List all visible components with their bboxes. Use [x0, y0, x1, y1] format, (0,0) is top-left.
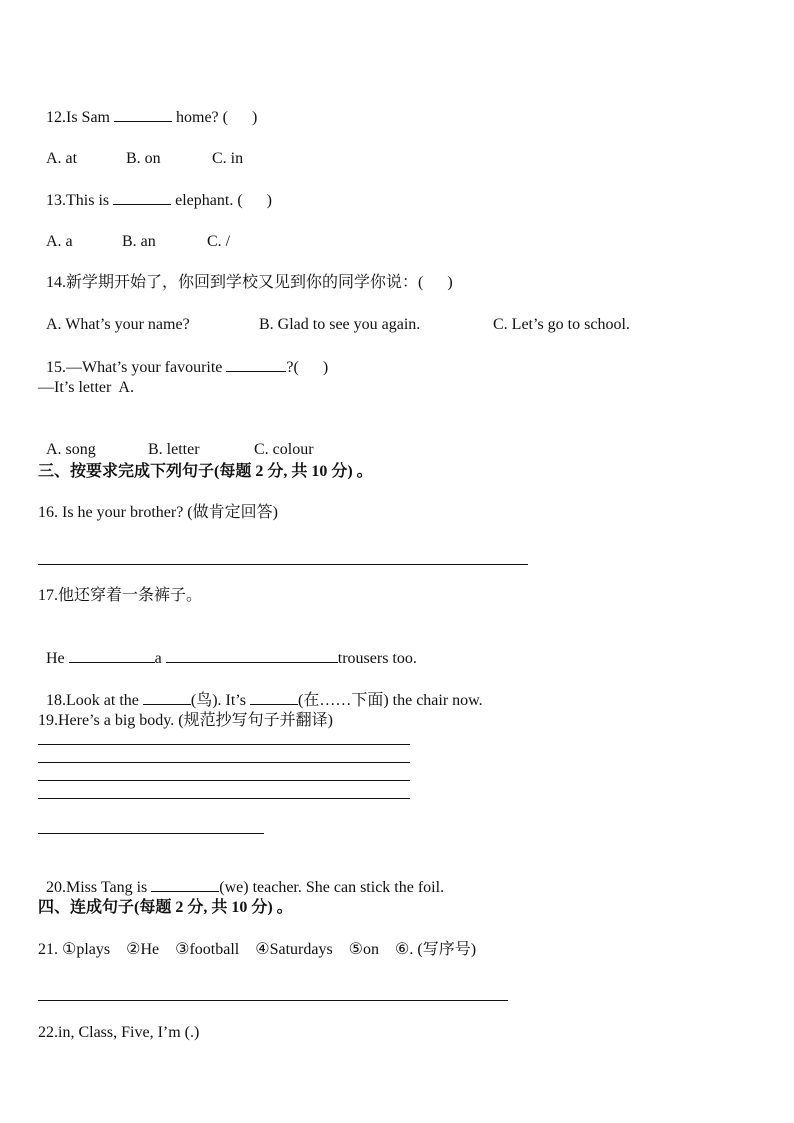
option-a[interactable]: A. at [46, 150, 78, 167]
answer-blank[interactable] [226, 357, 286, 372]
question-15 [38, 337, 328, 378]
question-14 [38, 253, 453, 293]
question-18-part-b: (鸟). It’s [190, 692, 250, 709]
question-18 [38, 670, 483, 711]
option-b[interactable]: B. on [126, 150, 161, 167]
question-12-stem-b: home? ( ) [172, 109, 258, 126]
question-15-stem-a: 15.—What’s your favourite [46, 359, 227, 376]
copy-line[interactable] [38, 798, 410, 799]
question-17-sentence [38, 628, 417, 669]
answer-blank[interactable] [166, 648, 338, 663]
option-b[interactable]: B. an [122, 233, 156, 250]
question-15-options [38, 420, 314, 460]
copy-line[interactable] [38, 762, 410, 763]
answer-blank[interactable] [69, 648, 155, 663]
question-20-part-b: (we) teacher. She can stick the foil. [219, 879, 445, 896]
question-16: 16. Is he your brother? (做肯定回答) [38, 504, 278, 521]
copy-line[interactable] [38, 780, 410, 781]
option-c[interactable]: C. in [212, 150, 244, 167]
sentence-word-a: a [154, 650, 166, 667]
option-a[interactable]: A. What’s your name? [46, 316, 190, 333]
question-12-options [38, 129, 243, 169]
copy-line[interactable] [38, 744, 410, 745]
question-13 [38, 170, 272, 211]
option-a[interactable]: A. song [46, 441, 96, 458]
question-12-stem-a: 12.Is Sam [46, 109, 114, 126]
sentence-word-trousers: trousers too. [337, 650, 417, 667]
question-20-part-a: 20.Miss Tang is [46, 879, 152, 896]
answer-blank[interactable] [250, 690, 298, 705]
section-4-heading: 四、连成句子(每题 2 分, 共 10 分) 。 [38, 899, 293, 916]
question-12 [38, 87, 257, 128]
question-14-options [38, 295, 630, 335]
answer-blank[interactable] [113, 190, 171, 205]
question-17: 17.他还穿着一条裤子。 [38, 587, 203, 604]
question-15-stem-b: ?( ) [286, 359, 329, 376]
section-3-heading: 三、按要求完成下列句子(每题 2 分, 共 10 分) 。 [38, 463, 373, 480]
question-21: 21. ①plays ②He ③football ④Saturdays ⑤on ⑥. (写序号) [38, 941, 477, 958]
option-c[interactable]: C. colour [254, 441, 314, 458]
question-20 [38, 857, 444, 898]
question-13-options [38, 212, 230, 252]
option-c[interactable]: C. Let’s go to school. [493, 316, 630, 333]
question-19: 19.Here’s a big body. (规范抄写句子并翻译) [38, 712, 333, 729]
option-a[interactable]: A. a [46, 233, 73, 250]
option-b[interactable]: B. letter [148, 441, 200, 458]
answer-line[interactable] [38, 1000, 508, 1001]
question-14-stem: 14.新学期开始了，你回到学校又见到你的同学你说：( ) [46, 274, 453, 291]
question-13-stem-a: 13.This is [46, 192, 114, 209]
translation-line[interactable] [38, 833, 264, 834]
question-13-stem-b: elephant. ( ) [171, 192, 272, 209]
question-18-part-c: (在……下面) the chair now. [297, 692, 483, 709]
question-15-dialogue-answer: —It’s letter A. [38, 379, 134, 396]
question-22: 22.in, Class, Five, I’m (.) [38, 1024, 200, 1041]
answer-line[interactable] [38, 564, 528, 565]
sentence-word-he: He [46, 650, 69, 667]
option-b[interactable]: B. Glad to see you again. [259, 316, 421, 333]
answer-blank[interactable] [114, 107, 172, 122]
answer-blank[interactable] [143, 690, 191, 705]
answer-blank[interactable] [151, 877, 219, 892]
question-18-part-a: 18.Look at the [46, 692, 143, 709]
option-c[interactable]: C. / [207, 233, 231, 250]
